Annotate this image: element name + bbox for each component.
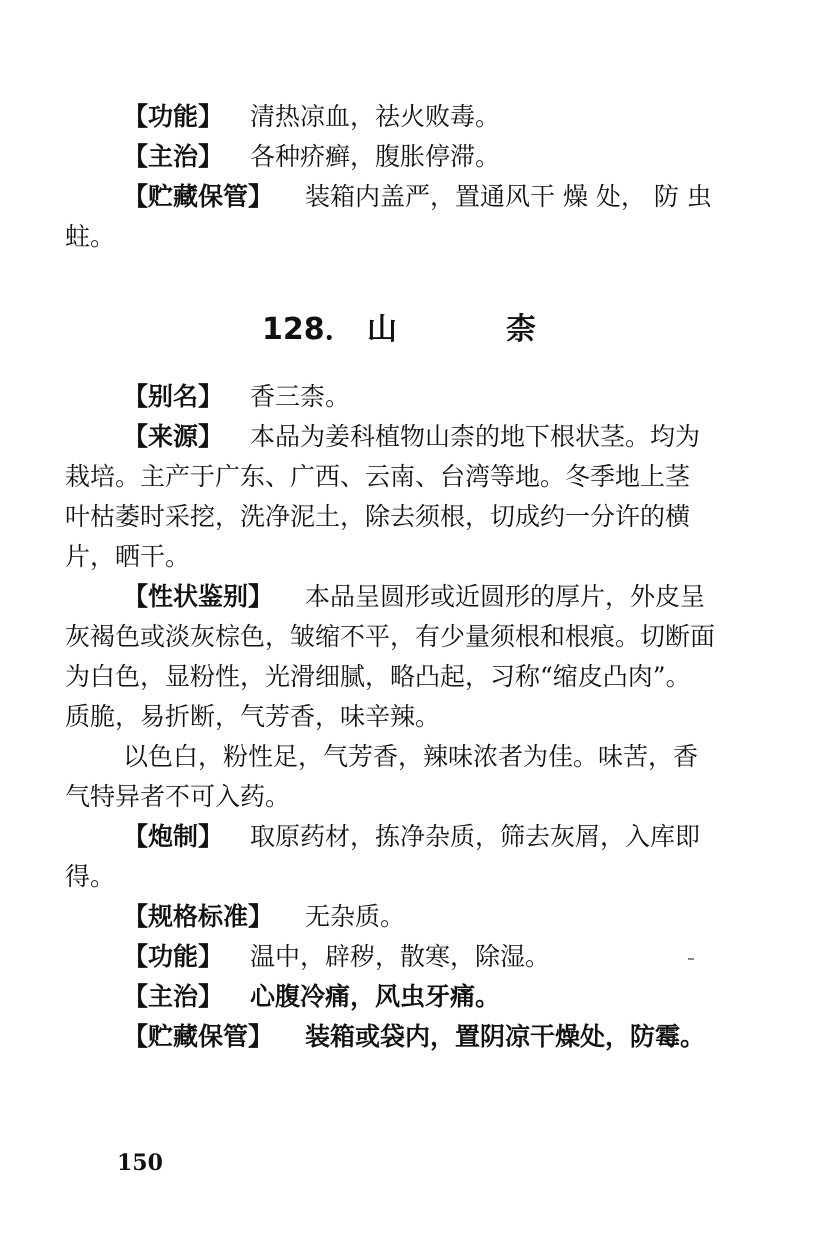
- alias-line: [0, 377, 813, 417]
- prev-function-text: 清热凉血，祛火败毒。: [250, 102, 501, 131]
- standard-text: 无杂质。: [305, 902, 406, 931]
- prev-storage-label: 【贮藏保管】: [123, 182, 274, 211]
- source-text-2: 栽培。主产于广东、广西、云南、台湾等地。冬季地上茎: [65, 462, 691, 491]
- processing-label: 【炮制】: [123, 822, 224, 851]
- function-label: 【功能】: [123, 942, 224, 971]
- entry-name-char1: 山: [367, 312, 397, 347]
- quality-line-1: [0, 737, 813, 777]
- identification-text-4: 质脆，易折断，气芳香，味辛辣。: [65, 702, 441, 731]
- source-label: 【来源】: [123, 422, 224, 451]
- function-line: [0, 937, 813, 977]
- quality-line-2: [0, 777, 813, 817]
- prev-function-label: 【功能】: [123, 102, 224, 131]
- entry-number: 128．: [262, 312, 355, 347]
- identification-label: 【性状鉴别】: [123, 582, 274, 611]
- quality-text-2: 气特异者不可入药。: [65, 782, 291, 811]
- prev-indication-text: 各种疥癣，腹胀停滞。: [250, 142, 501, 171]
- processing-text-1: 取原药材，拣净杂质，筛去灰屑，入库即: [250, 822, 701, 851]
- identification-text-3: 为白色，显粉性，光滑细腻，略凸起，习称“缩皮凸肉”。: [65, 662, 691, 691]
- processing-text-2: 得。: [65, 862, 116, 891]
- prev-function-line: [0, 97, 813, 137]
- storage-line: [0, 1017, 813, 1057]
- identification-line-4: [0, 697, 813, 737]
- scan-speck: [688, 958, 694, 960]
- prev-storage-line: [0, 177, 813, 217]
- source-line-1: [0, 417, 813, 457]
- alias-label: 【别名】: [123, 382, 224, 411]
- source-text-3: 叶枯萎时采挖，洗净泥土，除去须根，切成约一分许的横: [65, 502, 691, 531]
- processing-line-2: [0, 857, 813, 897]
- indication-text: 心腹冷痛，风虫牙痛。: [250, 982, 501, 1011]
- identification-line-2: [0, 617, 813, 657]
- function-text: 温中，辟秽，散寒，除湿。: [250, 942, 551, 971]
- source-text-1: 本品为姜科植物山柰的地下根状茎。均为: [250, 422, 701, 451]
- entry-title: [0, 305, 813, 355]
- prev-storage-cont-line: [0, 217, 813, 257]
- indication-line: [0, 977, 813, 1017]
- prev-storage-text: 装箱内盖严，置通风干 燥 处， 防 虫: [305, 182, 712, 211]
- identification-line-3: [0, 657, 813, 697]
- source-line-4: [0, 537, 813, 577]
- source-line-2: [0, 457, 813, 497]
- standard-line: [0, 897, 813, 937]
- page-number: 150: [117, 1150, 163, 1176]
- source-text-4: 片，晒干。: [65, 542, 191, 571]
- identification-text-2: 灰褐色或淡灰棕色，皱缩不平，有少量须根和根痕。切断面: [65, 622, 716, 651]
- alias-text: 香三柰。: [250, 382, 351, 411]
- storage-label: 【贮藏保管】: [123, 1022, 274, 1051]
- prev-indication-line: [0, 137, 813, 177]
- source-line-3: [0, 497, 813, 537]
- entry-name-char2: 柰: [506, 312, 536, 347]
- quality-text-1: 以色白，粉性足，气芳香，辣味浓者为佳。味苦，香: [123, 742, 699, 771]
- storage-text: 装箱或袋内，置阴凉干燥处，防霉。: [305, 1022, 706, 1051]
- prev-storage-cont: 蛀。: [65, 222, 116, 251]
- processing-line-1: [0, 817, 813, 857]
- prev-indication-label: 【主治】: [123, 142, 224, 171]
- standard-label: 【规格标准】: [123, 902, 274, 931]
- indication-label: 【主治】: [123, 982, 224, 1011]
- identification-line-1: [0, 577, 813, 617]
- identification-text-1: 本品呈圆形或近圆形的厚片，外皮呈: [305, 582, 706, 611]
